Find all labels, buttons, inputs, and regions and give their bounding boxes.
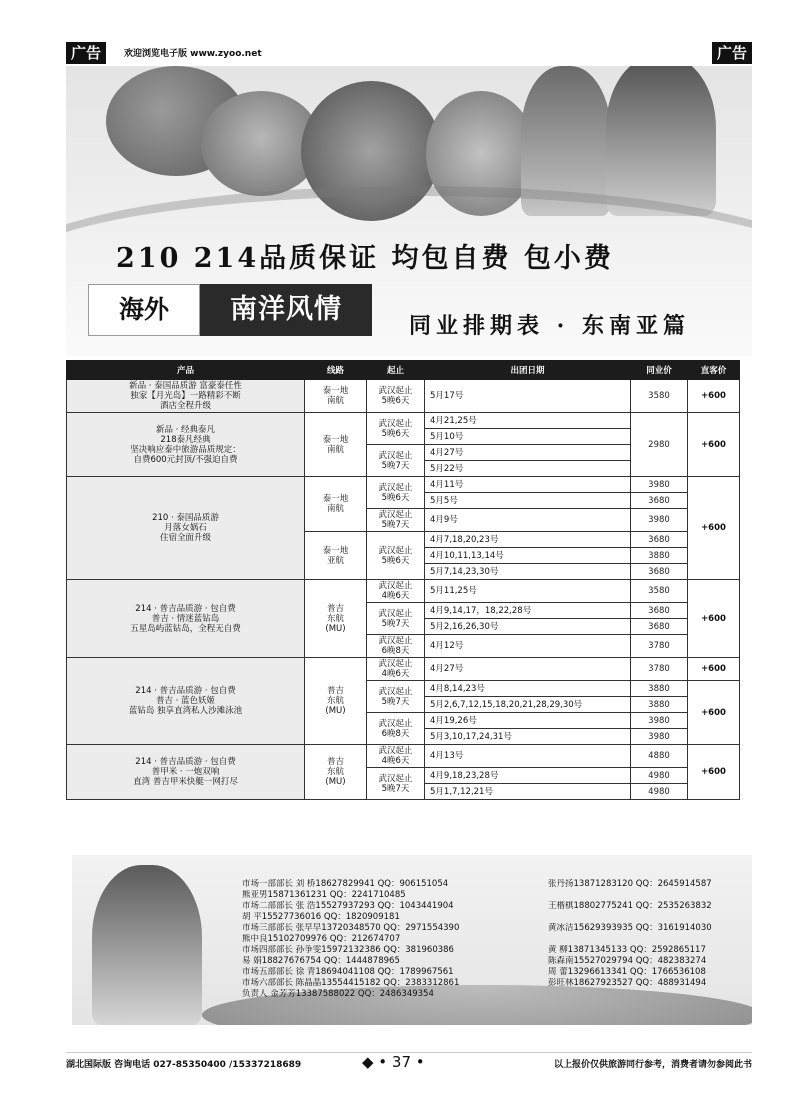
contact-row [242, 956, 752, 967]
trade-price-cell: 3680 [631, 493, 688, 509]
trade-price-cell: 3880 [631, 548, 688, 564]
period-cell [367, 532, 425, 580]
period-cell [367, 580, 425, 603]
departure-date-cell: 5月22号 [425, 461, 631, 477]
departure-date-cell: 4月8,14,23号 [425, 681, 631, 697]
cell-line: 武汉起止 [378, 450, 413, 461]
cell-line: 214 · 普吉品质游 · 包自费 [135, 757, 236, 767]
cell-line: 5晚6天 [381, 492, 410, 503]
contact-secondary: 王楷棋18802775241 QQ：2535263832 [548, 901, 712, 911]
page-header [66, 42, 752, 64]
trade-price-cell: 3980 [631, 729, 688, 745]
direct-price-cell: +600 [688, 477, 740, 580]
cell-line: 5晚6天 [381, 428, 410, 439]
route-cell [305, 580, 367, 658]
contact-row [242, 967, 752, 978]
cell-line: 五星岛屿蓝钻岛，全程无自费 [130, 623, 241, 634]
trade-price-cell: 3980 [631, 477, 688, 493]
direct-price-cell: +600 [688, 380, 740, 413]
column-header: 同业价 [631, 361, 688, 380]
route-cell [305, 532, 367, 580]
departure-date-cell: 4月9,18,23,28号 [425, 768, 631, 784]
contact-row [242, 945, 752, 956]
departure-date-cell: 5月10号 [425, 429, 631, 445]
period-cell [367, 713, 425, 745]
product-cell [67, 413, 305, 477]
cell-line: 直湾 普吉甲米快艇一网打尽 [133, 777, 238, 787]
column-header: 起止 [367, 361, 425, 380]
cell-line: 武汉起止 [378, 636, 413, 646]
banner-headline: 210 214品质保证 均包自费 包小费 [116, 243, 614, 274]
model-photo [92, 865, 202, 1025]
contact-primary: 市场二部部长 张 浩15527937293 QQ：1043441904 [242, 901, 454, 911]
trade-price-cell: 3580 [631, 380, 688, 413]
cell-line: 蓝钻岛 独享直湾私人沙滩泳池 [128, 706, 243, 716]
departure-date-cell: 4月9号 [425, 509, 631, 532]
contact-secondary: 陈森南15527029794 QQ：482383274 [548, 956, 707, 966]
cell-line: 214 · 普吉品质游 · 包自费 [135, 686, 236, 696]
trade-price-cell: 3680 [631, 564, 688, 580]
departure-date-cell: 4月21,25号 [425, 413, 631, 429]
contact-primary: 市场四部部长 孙争雯15972132386 QQ：381960386 [242, 945, 454, 955]
departure-date-cell: 4月13号 [425, 745, 631, 768]
route-cell [305, 477, 367, 532]
contact-row [242, 879, 752, 890]
period-cell [367, 681, 425, 713]
contact-secondary: 张丹扬13871283120 QQ：2645914587 [548, 879, 712, 889]
cell-line: 南航 [326, 396, 344, 406]
departure-date-cell: 4月9,14,17，18,22,28号 [425, 603, 631, 619]
departure-date-cell: 5月11,25号 [425, 580, 631, 603]
contact-secondary: 周 蕾13296613341 QQ：1766536108 [548, 967, 706, 977]
table-row [67, 745, 740, 768]
cell-line: 武汉起止 [378, 608, 413, 619]
cell-line: 酒店全程升级 [159, 401, 211, 411]
footer-disclaimer: 以上报价仅供旅游同行参考，消费者请勿参阅此书 [553, 1060, 752, 1070]
trade-price-cell: 4880 [631, 745, 688, 768]
departure-date-cell: 5月2,16,26,30号 [425, 619, 631, 635]
column-header: 产品 [67, 361, 305, 380]
table-row [67, 477, 740, 493]
period-cell [367, 745, 425, 768]
title-box-left: 海外 [88, 284, 200, 336]
schedule-body [67, 380, 740, 800]
cell-line: 武汉起止 [378, 718, 413, 729]
cell-line: 普吉 · 蓝色妖姬 [155, 696, 216, 706]
trade-price-cell: 2980 [631, 413, 688, 477]
banner-subtitle: 同业排期表 · 东南亚篇 [409, 313, 690, 339]
trade-price-cell: 3680 [631, 619, 688, 635]
cell-line: 南航 [326, 504, 344, 514]
cell-line: 武汉起止 [378, 659, 413, 669]
product-cell [67, 658, 305, 745]
direct-price-cell: +600 [688, 745, 740, 800]
cell-line: 武汉起止 [378, 510, 413, 520]
cell-line: 4晚6天 [381, 756, 410, 766]
cell-line: 泰一地 [322, 494, 349, 504]
cell-line: 5晚6天 [381, 555, 410, 566]
cell-line: 普吉 [326, 686, 344, 696]
departure-date-cell: 5月17号 [425, 380, 631, 413]
direct-price-cell: +600 [688, 413, 740, 477]
contact-section [72, 855, 752, 1025]
ad-tag-left: 广告 [66, 42, 106, 64]
contact-row [242, 978, 752, 989]
cell-line: 武汉起止 [378, 545, 413, 556]
cell-line: 新品 · 泰国品质游 富豪泰任性 [129, 381, 242, 391]
contact-primary: 市场一部部长 刘 桥18627829941 QQ：906151054 [242, 879, 449, 889]
cell-line: 东航 [326, 696, 344, 706]
trade-price-cell: 3580 [631, 580, 688, 603]
departure-date-cell: 5月7,14,23,30号 [425, 564, 631, 580]
contact-primary: 市场六部部长 陈晶晶13554415182 QQ：2383312861 [242, 978, 460, 988]
contact-row [242, 912, 752, 923]
cell-line: 210 · 泰国品质游 [152, 513, 219, 523]
cell-line: 东航 [326, 613, 344, 624]
title-box-right: 南洋风情 [200, 284, 372, 336]
cell-line: 普甲米 · 一炮双响 [151, 767, 220, 777]
table-row [67, 380, 740, 413]
cell-line: (MU) [325, 706, 346, 716]
departure-date-cell: 5月2,6,7,12,15,18,20,21,28,29,30号 [425, 697, 631, 713]
product-cell [67, 380, 305, 413]
cell-line: 武汉起止 [378, 386, 413, 396]
period-cell [367, 509, 425, 532]
route-cell [305, 658, 367, 745]
departure-date-cell: 5月3,10,17,24,31号 [425, 729, 631, 745]
footer-hotline: 湖北国际版 咨询电话 027-85350400 /15337218689 [66, 1060, 302, 1070]
product-cell [67, 477, 305, 580]
trade-price-cell: 3880 [631, 697, 688, 713]
cell-line: 普吉 · 情迷蓝钻岛 [151, 613, 220, 624]
cell-line: 武汉起止 [378, 746, 413, 756]
cell-line: 武汉起止 [378, 482, 413, 493]
product-cell [67, 745, 305, 800]
contact-primary: 市场三部部长 张早早13720348570 QQ：2971554390 [242, 923, 460, 933]
cell-line: 泰一地 [322, 434, 349, 445]
column-header: 出团日期 [425, 361, 631, 380]
contact-row [242, 901, 752, 912]
welcome-text: 欢迎浏览电子版 www.zyoo.net [124, 49, 262, 59]
table-row [67, 580, 740, 603]
cell-line: 坚决响应泰中旅游品质规定： [130, 444, 241, 455]
direct-price-cell: +600 [688, 580, 740, 658]
cell-line: 南航 [326, 444, 344, 455]
schedule-table [66, 360, 740, 800]
direct-price-cell: +600 [688, 658, 740, 681]
cell-line: 4晚6天 [381, 669, 410, 679]
departure-date-cell: 4月7,18,20,23号 [425, 532, 631, 548]
contact-primary: 易 娟18827676754 QQ：1444878965 [242, 956, 400, 966]
departure-date-cell: 4月27号 [425, 445, 631, 461]
contact-row [242, 923, 752, 934]
trade-price-cell: 3680 [631, 532, 688, 548]
cell-line: 武汉起止 [378, 581, 413, 591]
departure-date-cell: 5月5号 [425, 493, 631, 509]
page-number: ◆ • 37 • [362, 1053, 425, 1071]
departure-date-cell: 4月27号 [425, 658, 631, 681]
cell-line: 武汉起止 [378, 418, 413, 429]
trade-price-cell: 3880 [631, 681, 688, 697]
cell-line: 月落女娲石 [164, 523, 207, 533]
direct-price-cell: +600 [688, 681, 740, 745]
departure-date-cell: 4月12号 [425, 635, 631, 658]
contact-secondary: 黄 柳13871345133 QQ：2592865117 [548, 945, 706, 955]
product-cell [67, 580, 305, 658]
contact-primary: 熊亚男15871361231 QQ：2241710485 [242, 890, 406, 900]
page-number-value: 37 [391, 1053, 412, 1071]
column-header: 线路 [305, 361, 367, 380]
contact-list [242, 879, 752, 1000]
cell-line: 住宿全面升级 [159, 533, 211, 543]
contact-primary: 市场五部部长 徐 青18694041108 QQ：1789967561 [242, 967, 454, 977]
period-cell [367, 635, 425, 658]
banner [66, 66, 752, 356]
ad-tag-right: 广告 [712, 42, 752, 64]
cell-line: 218泰凡经典 [160, 434, 211, 445]
route-cell [305, 745, 367, 800]
contact-row [242, 934, 752, 945]
cell-line: 4晚6天 [381, 591, 410, 601]
trade-price-cell: 3780 [631, 635, 688, 658]
table-row [67, 658, 740, 681]
cell-line: 武汉起止 [378, 686, 413, 697]
trade-price-cell: 3680 [631, 603, 688, 619]
contact-primary: 熊中良15102709976 QQ：212674707 [242, 934, 401, 944]
cell-line: 东航 [326, 767, 344, 777]
cell-line: 6晚8天 [381, 728, 410, 739]
trade-price-cell: 3980 [631, 509, 688, 532]
cell-line: 5晚6天 [381, 396, 410, 406]
contact-primary: 负责人 金芳芳13387588022 QQ：2486349354 [242, 989, 434, 999]
period-cell [367, 603, 425, 635]
cell-line: 新品 · 经典泰凡 [155, 424, 216, 435]
departure-date-cell: 5月1,7,12,21号 [425, 784, 631, 800]
cell-line: 亚航 [326, 555, 344, 566]
trade-price-cell: 3980 [631, 713, 688, 729]
departure-date-cell: 4月19,26号 [425, 713, 631, 729]
route-cell [305, 413, 367, 477]
cell-line: 泰一地 [322, 386, 349, 396]
cell-line: 普吉 [326, 757, 344, 767]
contact-row [242, 989, 752, 1000]
cell-line: 5晚7天 [381, 618, 410, 629]
contact-row [242, 890, 752, 901]
period-cell [367, 658, 425, 681]
cell-line: 自费600元封顶/不强迫自费 [133, 454, 238, 465]
cell-line: 普吉 [326, 603, 344, 614]
cell-line: 武汉起止 [378, 773, 413, 784]
column-header: 直客价 [688, 361, 740, 380]
route-cell [305, 380, 367, 413]
cell-line: 独家【月光岛】一路精彩不断 [130, 391, 241, 401]
trade-price-cell: 3780 [631, 658, 688, 681]
cell-line: 5晚7天 [381, 783, 410, 794]
cell-line: 5晚7天 [381, 696, 410, 707]
cell-line: (MU) [325, 623, 346, 634]
cell-line: (MU) [325, 777, 346, 787]
cell-line: 214 · 普吉品质游 · 包自费 [135, 603, 236, 614]
period-cell [367, 380, 425, 413]
period-cell [367, 768, 425, 800]
period-cell [367, 477, 425, 509]
trade-price-cell: 4980 [631, 784, 688, 800]
model-figure-2 [606, 66, 716, 216]
departure-date-cell: 4月10,11,13,14号 [425, 548, 631, 564]
contact-secondary: 彭旺林18627923527 QQ：488931494 [548, 978, 707, 988]
departure-date-cell: 4月11号 [425, 477, 631, 493]
table-header-row [67, 361, 740, 380]
period-cell [367, 445, 425, 477]
cell-line: 6晚8天 [381, 646, 410, 656]
contact-secondary: 黄冰洁15629393935 QQ：3161914030 [548, 923, 712, 933]
table-row [67, 413, 740, 429]
contact-primary: 胡 平15527736016 QQ：1820909181 [242, 912, 400, 922]
cell-line: 5晚7天 [381, 460, 410, 471]
trade-price-cell: 4980 [631, 768, 688, 784]
page-footer [66, 1052, 752, 1074]
cell-line: 泰一地 [322, 545, 349, 556]
period-cell [367, 413, 425, 445]
cell-line: 5晚7天 [381, 520, 410, 530]
